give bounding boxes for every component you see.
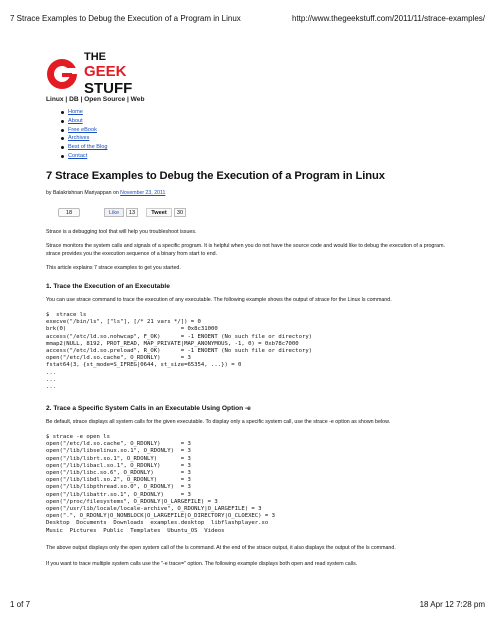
like-count: 13 <box>126 208 138 217</box>
print-header-url[interactable]: http://www.thegeekstuff.com/2011/11/strace-examples/ <box>292 14 485 23</box>
like-button[interactable]: Like <box>104 208 124 217</box>
logo-text-geek: GEEK <box>84 63 127 80</box>
site-nav <box>60 108 108 161</box>
paragraph-multiple-calls: If you want to trace multiple system calls use the "-e trace=" option. The following example displays both open and read system calls. <box>46 561 358 567</box>
nav-link[interactable]: Home <box>68 109 83 115</box>
paragraph-overview: This article explains 7 strace examples to get you started. <box>46 265 181 271</box>
nav-item-contact[interactable] <box>60 152 108 161</box>
byline-prefix: by <box>46 190 52 196</box>
page-number: 1 of 7 <box>10 600 31 609</box>
nav-link[interactable]: Archives <box>68 135 90 142</box>
nav-link[interactable]: Best of the Blog <box>68 144 108 151</box>
nav-item-about[interactable] <box>60 117 108 126</box>
article-title: 7 Strace Examples to Debug the Execution of a Program in Linux <box>46 170 385 182</box>
nav-link[interactable]: Contact <box>68 152 88 159</box>
nav-item-free-ebook[interactable] <box>60 126 108 135</box>
paragraph-after-code: The above output displays only the open system call of the ls command. At the end of the strace output, it also displays the output of the ls command. <box>46 545 396 551</box>
paragraph-intro: Strace is a debugging tool that will help you troubleshoot issues. <box>46 229 197 235</box>
print-header-title: 7 Strace Examples to Debug the Execution of a Program in Linux <box>10 14 241 23</box>
nav-link[interactable]: About <box>68 117 83 124</box>
site-tagline: Linux | DB | Open Source | Web <box>46 96 145 103</box>
logo-text-the: THE <box>84 51 106 63</box>
section-2-heading: 2. Trace a Specific System Calls in an Executable Using Option -e <box>46 405 251 412</box>
nav-item-archives[interactable] <box>60 134 108 143</box>
code-block-1: $ strace ls execve("/bin/ls", ["ls"], [/* 21 vars */]) = 0 brk(0) = 0x8c31000 access("/etc/ld.so.nohwcap", F_OK) = -1 ENOENT (No such file or directory) mmap2(NULL, 8192, PROT_READ, MAP_PRIVATE|MAP_ANONYMOUS, -1, 0) = 0xb78c7000 access("/etc/ld.so.preload", R_OK) = -1 ENOENT (No such file or directory) open("/etc/ld.so.cache", O_RDONLY) = 3 fstat64(3, {st_mode=S_IFREG|0644, st_size=65354, ...}) = 0 ... ... ... <box>46 312 313 391</box>
section-1-heading: 1. Trace the Execution of an Executable <box>46 283 170 290</box>
article-byline <box>46 190 165 196</box>
tweet-button[interactable]: Tweet <box>146 208 172 217</box>
share-count: 18 <box>58 208 80 217</box>
nav-link[interactable]: Free eBook <box>68 126 97 133</box>
byline-author: Balakrishnan Mariyappan <box>52 190 112 196</box>
nav-item-home[interactable] <box>60 108 108 117</box>
section-1-text: You can use strace command to trace the execution of any executable. The following example shows the output of strace for the Linux ls command. <box>46 297 392 303</box>
byline-date-link[interactable]: November 23, 2011 <box>120 190 166 196</box>
byline-on: on <box>112 190 119 196</box>
section-2-text: Be default, strace displays all system calls for the given executable. To display only a specific system call, use the strace -e option as shown below. <box>46 419 391 425</box>
site-logo[interactable] <box>46 44 156 104</box>
print-timestamp: 18 Apr 12 7:28 pm <box>419 600 485 609</box>
paragraph-description: Strace monitors the system calls and signals of a specific program. It is helpful when you do not have the source code and would like to debug the execution of a program. strace provides you the execution sequence of a binary from start to end. <box>46 243 445 258</box>
code-block-2: $ strace -e open ls open("/etc/ld.so.cache", O_RDONLY) = 3 open("/lib/libselinux.so.1", O_RDONLY) = 3 open("/lib/librt.so.1", O_RDONLY) = 3 open("/lib/libacl.so.1", O_RDONLY) = 3 open("/lib/libc.so.6", O_RDONLY) = 3 open("/lib/libdl.so.2", O_RDONLY) = 3 open("/lib/libpthread.so.0", O_RDONLY) = 3 open("/lib/libattr.so.1", O_RDONLY) = 3 open("/proc/filesystems", O_RDONLY|O_LARGEFILE) = 3 open("/usr/lib/locale/locale-archive", O_RDONLY|O_LARGEFILE) = 3 open(".", O_RDONLY|O_NONBLOCK|O_LARGEFILE|O_DIRECTORY|O_CLOEXEC) = 3 Desktop Documents Downloads examples.desktop libflashplayer.so Music Pictures Public Templates Ubuntu_OS Videos <box>46 434 276 534</box>
tweet-count: 30 <box>174 208 186 217</box>
nav-item-best-of-blog[interactable] <box>60 143 108 152</box>
logo-text-stuff: STUFF <box>84 80 133 97</box>
